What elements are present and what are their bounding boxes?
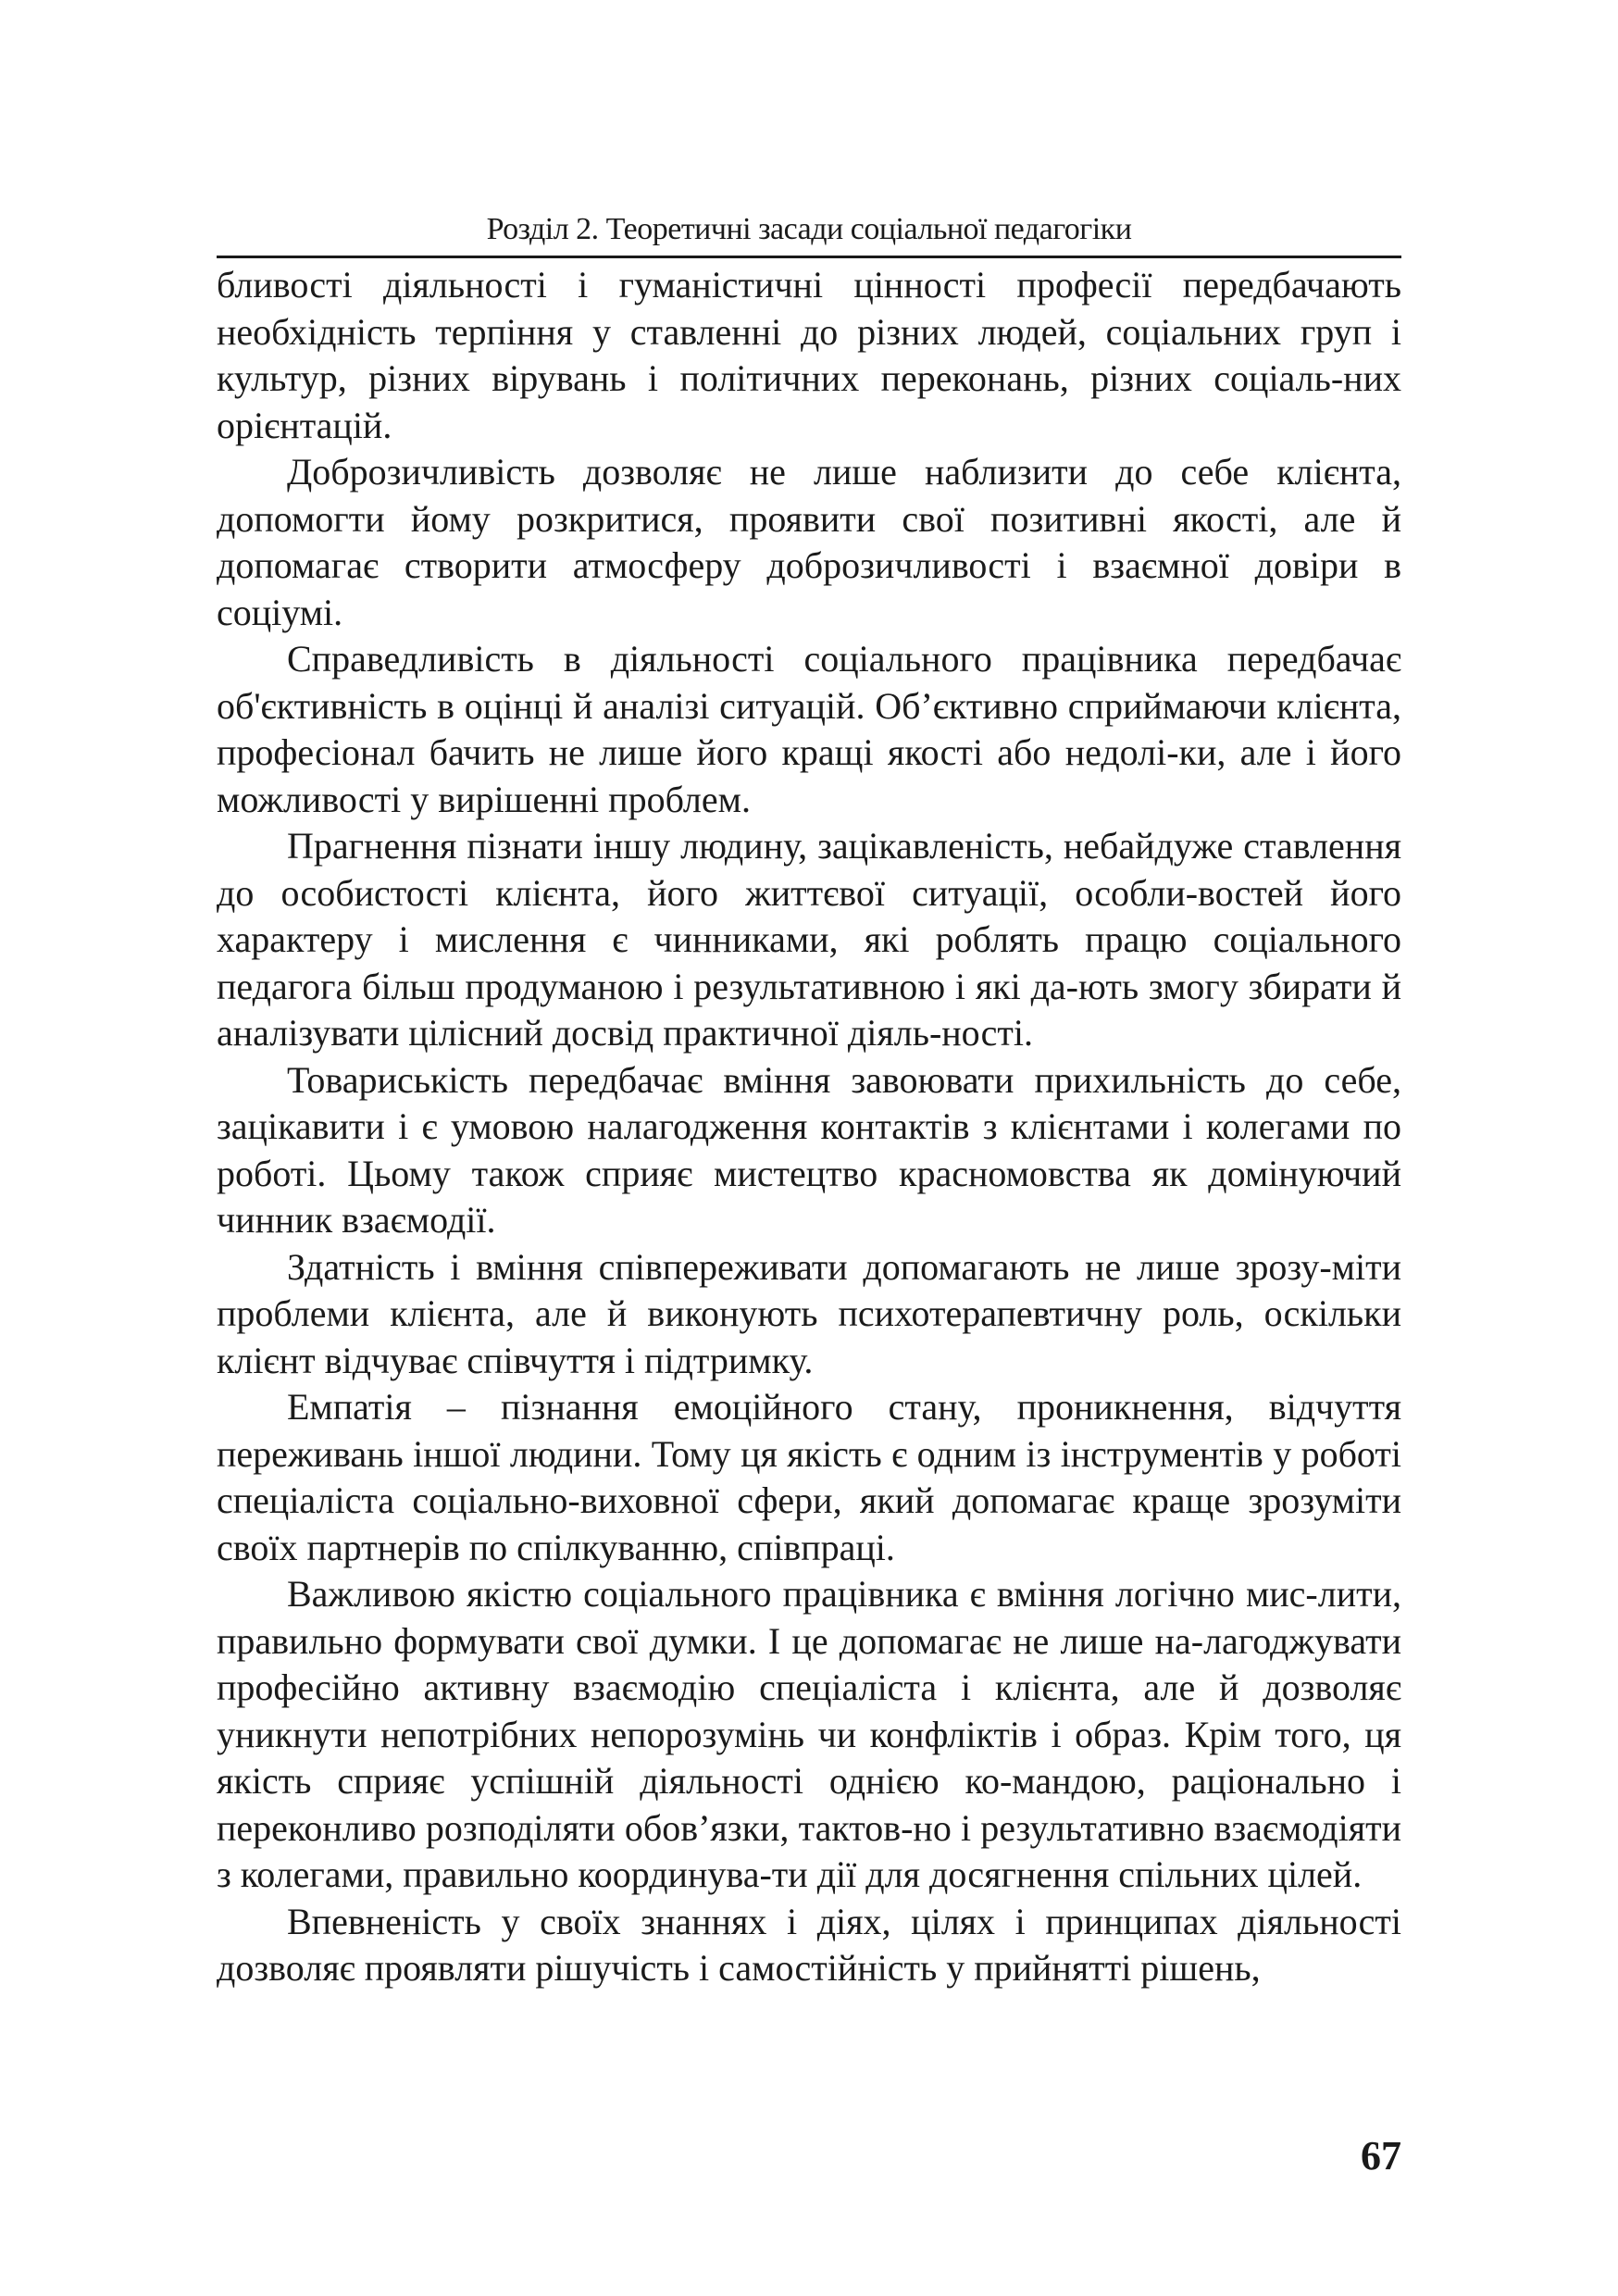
paragraph-logical-thinking: Важливою якістю соціального працівника є вміння логічно мис-лити, правильно формувати свої думки. І це допомагає не лише на-лагоджувати професійно активну взаємодію спеціаліста і клієнта, але й дозволяє уникнути непотрібних непорозумінь чи конфліктів і образ. Крім того, ця якість сприяє успішній діяльності однією ко-мандою, раціонально і переконливо розподіляти обов’язки, тактов-но і результативно взаємодіяти з колегами, правильно координува-ти дії для досягнення спільних цілей. bbox=[217, 1573, 1401, 1895]
paragraph-fairness: Справедливість в діяльності соціального працівника передбачає об'єктивність в оцінці й аналізі ситуацій. Об’єктивно сприймаючи клієнта, професіонал бачить не лише його кращі якості або недолі-ки, але і його можливості у вирішенні проблем. bbox=[217, 638, 1401, 820]
paragraph-benevolence: Доброзичливість дозволяє не лише наблизити до себе клієнта, допомогти йому розкритися, проявити свої позитивні якості, але й допомагає створити атмосферу доброзичливості і взаємної довіри в соціумі. bbox=[217, 451, 1401, 633]
paragraph-sociability: Товариськість передбачає вміння завоювати прихильність до себе, зацікавити і є умовою налагодження контактів з клієнтами і колегами по роботі. Цьому також сприяє мистецтво красномовства як домінуючий чинник взаємодії. bbox=[217, 1058, 1401, 1241]
paragraph-continuation: бливості діяльності і гуманістичні цінності професії передбачають необхідність терпіння у ставленні до різних людей, соціальних груп і культур, різних вірувань і політичних переконань, різних соціаль-них орієнтацій. bbox=[217, 264, 1401, 446]
paragraph-confidence: Впевненість у своїх знаннях і діях, цілях і принципах діяльності дозволяє проявляти рішучість і самостійність у прийнятті рішень, bbox=[217, 1900, 1401, 1989]
running-header-title: Розділ 2. Теоретичні засади соціальної педагогіки bbox=[217, 209, 1401, 258]
paragraph-empathy: Емпатія – пізнання емоційного стану, проникнення, відчуття переживань іншої людини. Тому ця якість є одним із інструментів у роботі спеціаліста соціально-виховної сфери, який допомагає краще зрозуміти своїх партнерів по спілкуванню, співпраці. bbox=[217, 1386, 1401, 1568]
page-number: 67 bbox=[1361, 2133, 1401, 2178]
body-text bbox=[217, 262, 1401, 1992]
book-page bbox=[217, 209, 1401, 1992]
paragraph-curiosity: Прагнення пізнати іншу людину, зацікавленість, небайдуже ставлення до особистості клієнта, його життєвої ситуації, особли-востей його характеру і мислення є чинниками, які роблять працю соціального педагога більш продуманою і результативною і які да-ють змогу збирати й аналізувати цілісний досвід практичної діяль-ності. bbox=[217, 825, 1401, 1054]
paragraph-compassion: Здатність і вміння співпереживати допомагають не лише зрозу-міти проблеми клієнта, але й виконують психотерапевтичну роль, оскільки клієнт відчуває співчуття і підтримку. bbox=[217, 1245, 1401, 1381]
